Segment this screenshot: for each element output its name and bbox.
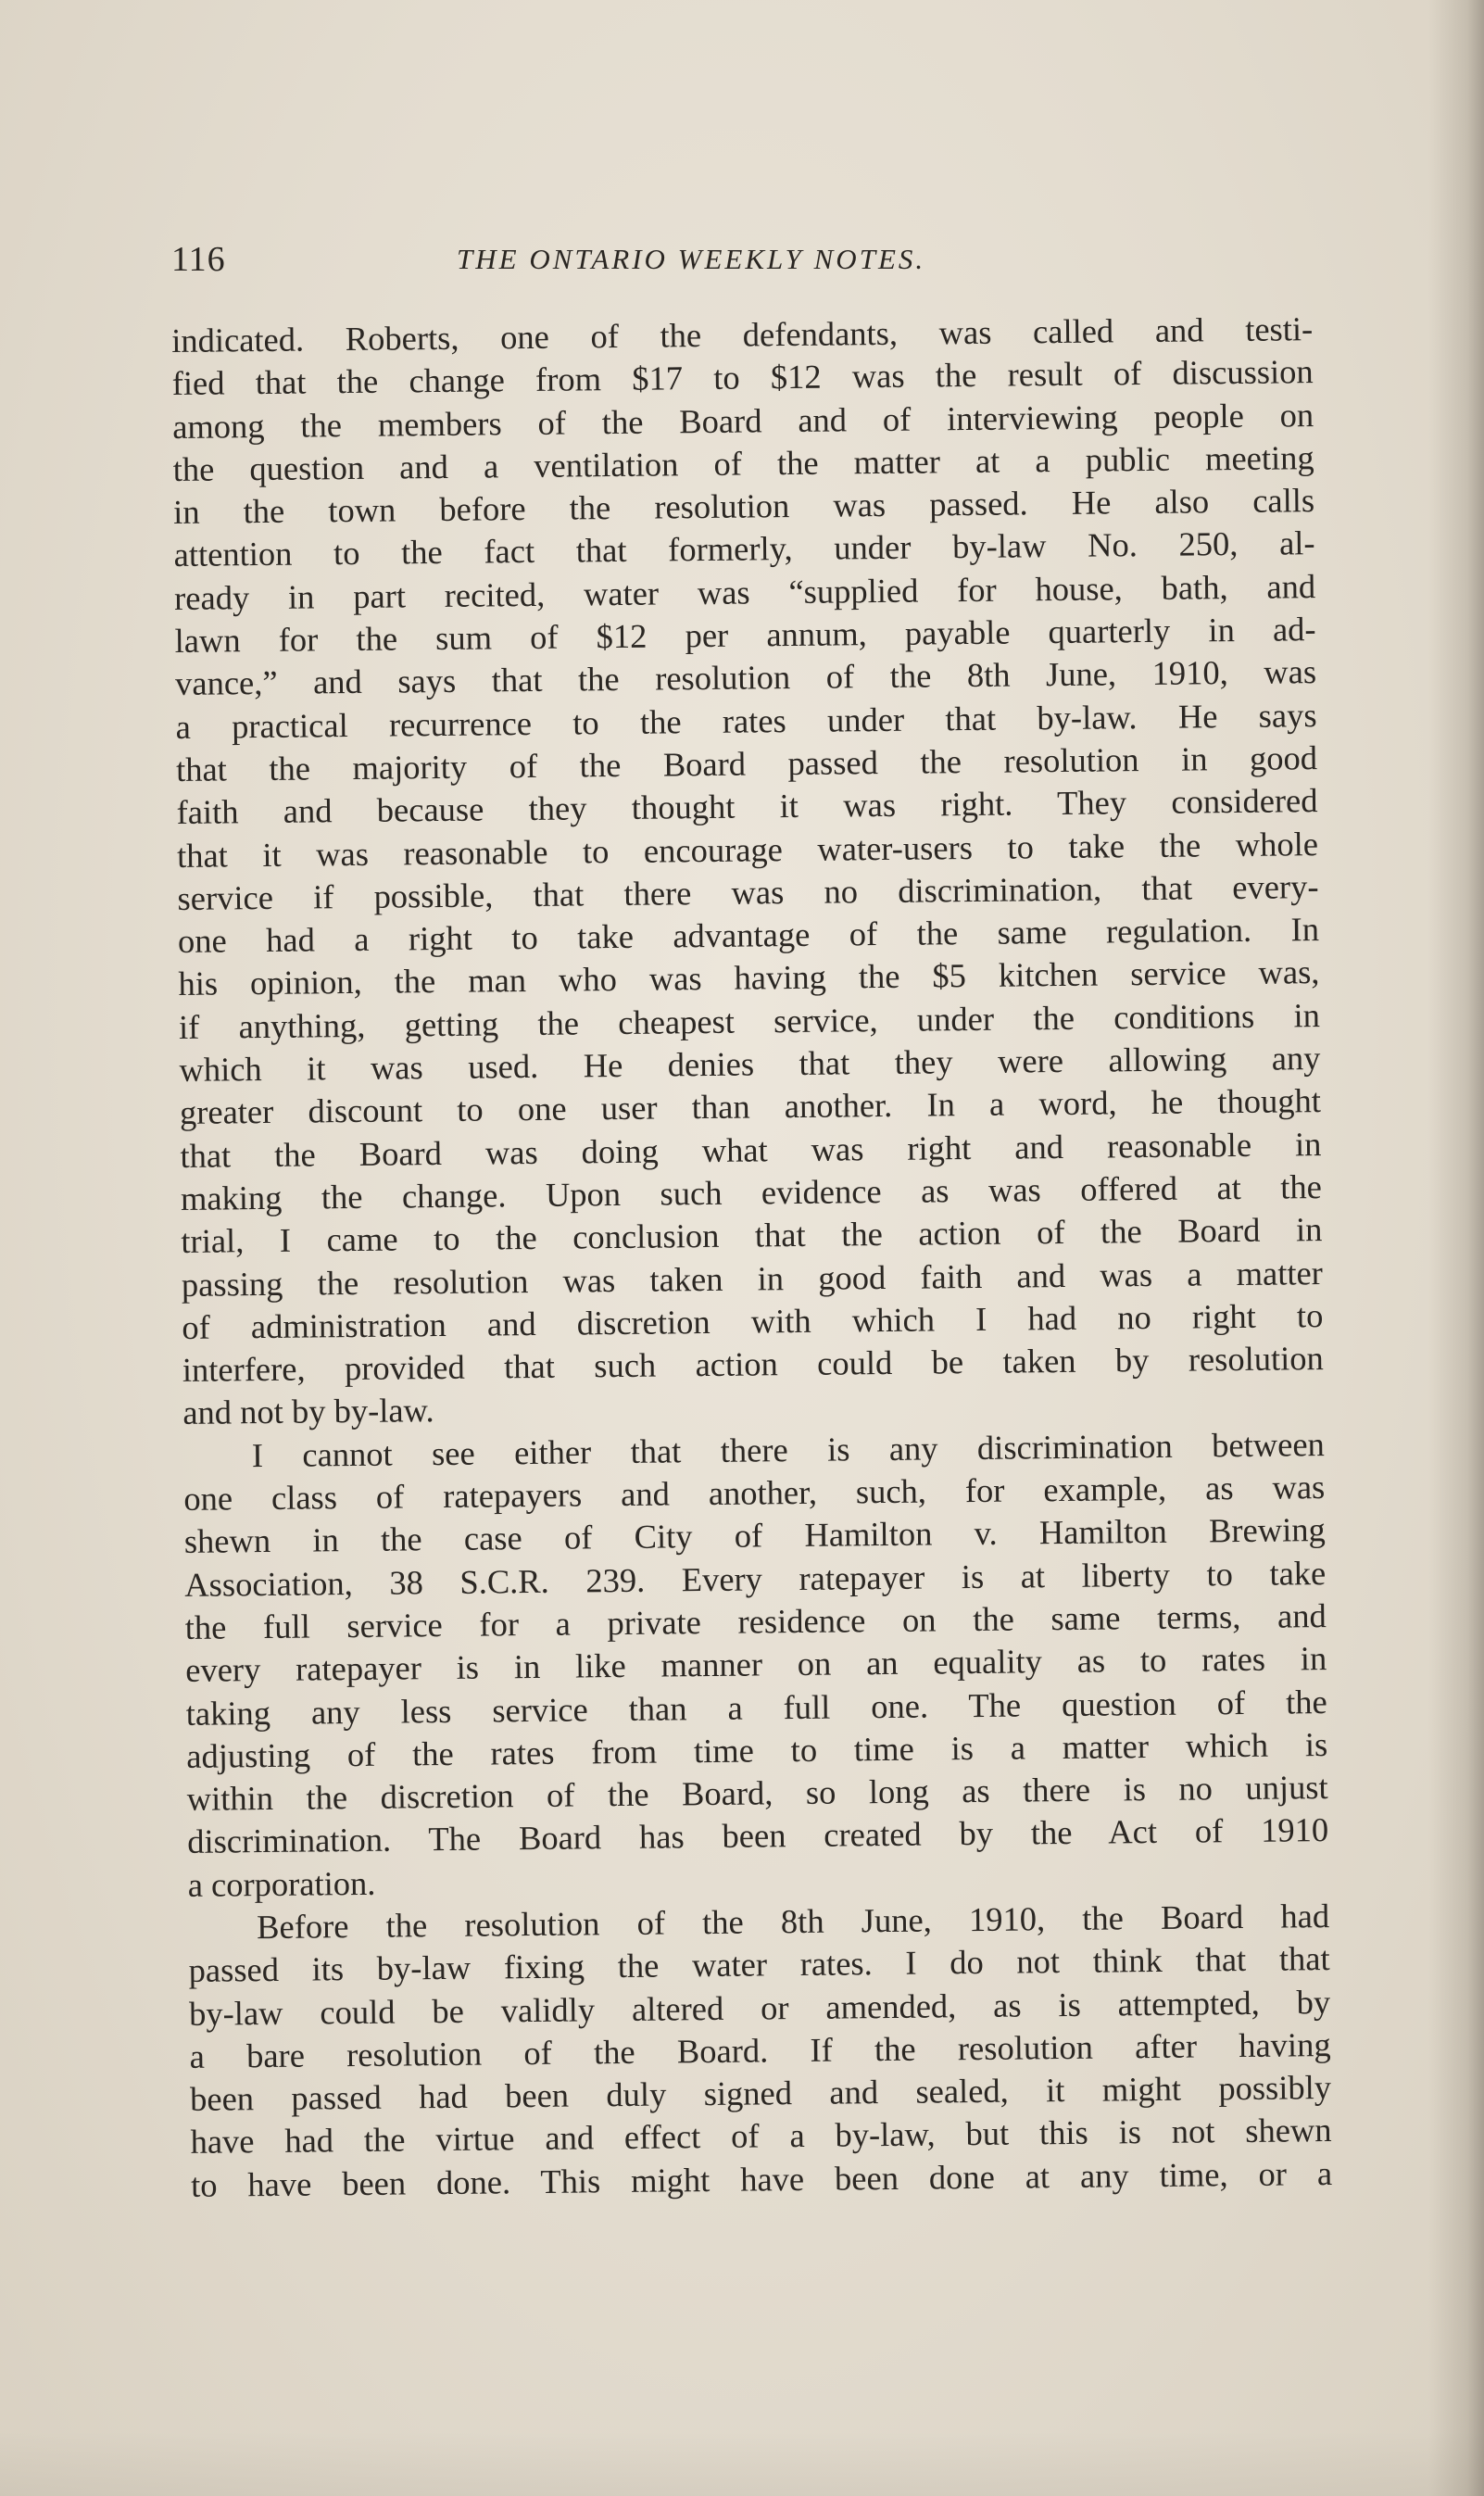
- text-line: of administration and discretion with which I had no right to: [182, 1295, 1324, 1346]
- running-head: THE ONTARIO WEEKLY NOTES.: [457, 243, 926, 275]
- text-line: that the majority of the Board passed the resolution in good: [175, 738, 1318, 788]
- text-line: Association, 38 S.C.R. 239. Every ratepayer is at liberty to take: [184, 1553, 1327, 1604]
- text-line: ready in part recited, water was “supplied for house, bath, and: [173, 566, 1316, 617]
- text-line: if anything, getting the cheapest service, under the conditions in: [178, 995, 1321, 1046]
- text-line: to have been done. This might have been done at any time, or a: [190, 2153, 1333, 2204]
- text-line: by-law could be validly altered or amended, as is attempted, by: [188, 1982, 1331, 2033]
- text-line: Before the resolution of the 8th June, 1910, the Board had: [256, 1896, 1330, 1947]
- text-line: in the town before the resolution was passed. He also calls: [172, 481, 1315, 532]
- page-gutter-shadow: [1428, 0, 1484, 2496]
- text-line: faith and because they thought it was right. They considered: [176, 781, 1318, 832]
- text-line: shewn in the case of City of Hamilton v. Hamilton Brewing: [183, 1510, 1326, 1561]
- text-line: and not by by-law.: [182, 1391, 434, 1432]
- text-line: every ratepayer is in like manner on an equality as to rates in: [185, 1639, 1327, 1690]
- text-line: a bare resolution of the Board. If the resolution after having: [189, 2024, 1331, 2075]
- page-bottom-shade: [0, 2431, 1484, 2496]
- text-line: a practical recurrence to the rates under that by-law. He says: [175, 695, 1317, 746]
- text-line: a corporation.: [187, 1863, 376, 1904]
- text-line: been passed had been duly signed and sealed, it might possibly: [189, 2068, 1332, 2119]
- text-line: fied that the change from $17 to $12 was the result of discussion: [171, 352, 1314, 403]
- text-line: that it was reasonable to encourage water-users to take the whole: [176, 824, 1319, 875]
- text-line: taking any less service than a full one. The question of the: [185, 1682, 1327, 1733]
- text-line: attention to the fact that formerly, under by-law No. 250, al-: [173, 523, 1315, 574]
- text-line: trial, I came to the conclusion that the action of the Board in: [181, 1210, 1323, 1261]
- text-line: within the discretion of the Board, so long as there is no unjust: [186, 1768, 1328, 1819]
- text-line: discrimination. The Board has been created by the Act of 1910: [186, 1810, 1329, 1861]
- text-line: the question and a ventilation of the matter at a public meeting: [172, 437, 1314, 488]
- body-text: [171, 308, 1332, 2207]
- page-number: 116: [171, 240, 226, 279]
- text-line: I cannot see either that there is any discrimination between: [251, 1424, 1325, 1474]
- text-line: that the Board was doing what was right and reasonable in: [180, 1124, 1322, 1175]
- text-line: service if possible, that there was no discrimination, that every-: [177, 866, 1319, 917]
- text-line: vance,” and says that the resolution of the 8th June, 1910, was: [174, 652, 1317, 703]
- text-line: interfere, provided that such action could be taken by resolution: [182, 1339, 1325, 1390]
- text-line: among the members of the Board and of interviewing people on: [171, 395, 1314, 446]
- text-line: adjusting of the rates from time to time is a matter which is: [186, 1724, 1328, 1775]
- page-header: [171, 239, 1311, 295]
- text-line: which it was used. He denies that they were allowing any: [179, 1039, 1321, 1090]
- text-line: making the change. Upon such evidence as was offered at the: [180, 1166, 1323, 1217]
- text-line: passing the resolution was taken in good faith and was a matter: [181, 1253, 1324, 1304]
- text-line: passed its by-law fixing the water rates. I do not think that that: [188, 1939, 1330, 1990]
- text-line: have had the virtue and effect of a by-law, but this is not shewn: [190, 2111, 1332, 2162]
- text-line: indicated. Roberts, one of the defendants, was called and testi-: [171, 309, 1314, 359]
- text-line: greater discount to one user than another. In a word, he thought: [179, 1081, 1322, 1132]
- text-line: one had a right to take advantage of the same regulation. In: [177, 910, 1320, 961]
- text-line: his opinion, the man who was having the $5 kitchen service was,: [178, 952, 1320, 1003]
- text-line: one class of ratepayers and another, such, for example, as was: [183, 1468, 1326, 1518]
- text-line: lawn for the sum of $12 per annum, payable quarterly in ad-: [174, 610, 1316, 661]
- text-line: the full service for a private residence on the same terms, and: [184, 1595, 1327, 1646]
